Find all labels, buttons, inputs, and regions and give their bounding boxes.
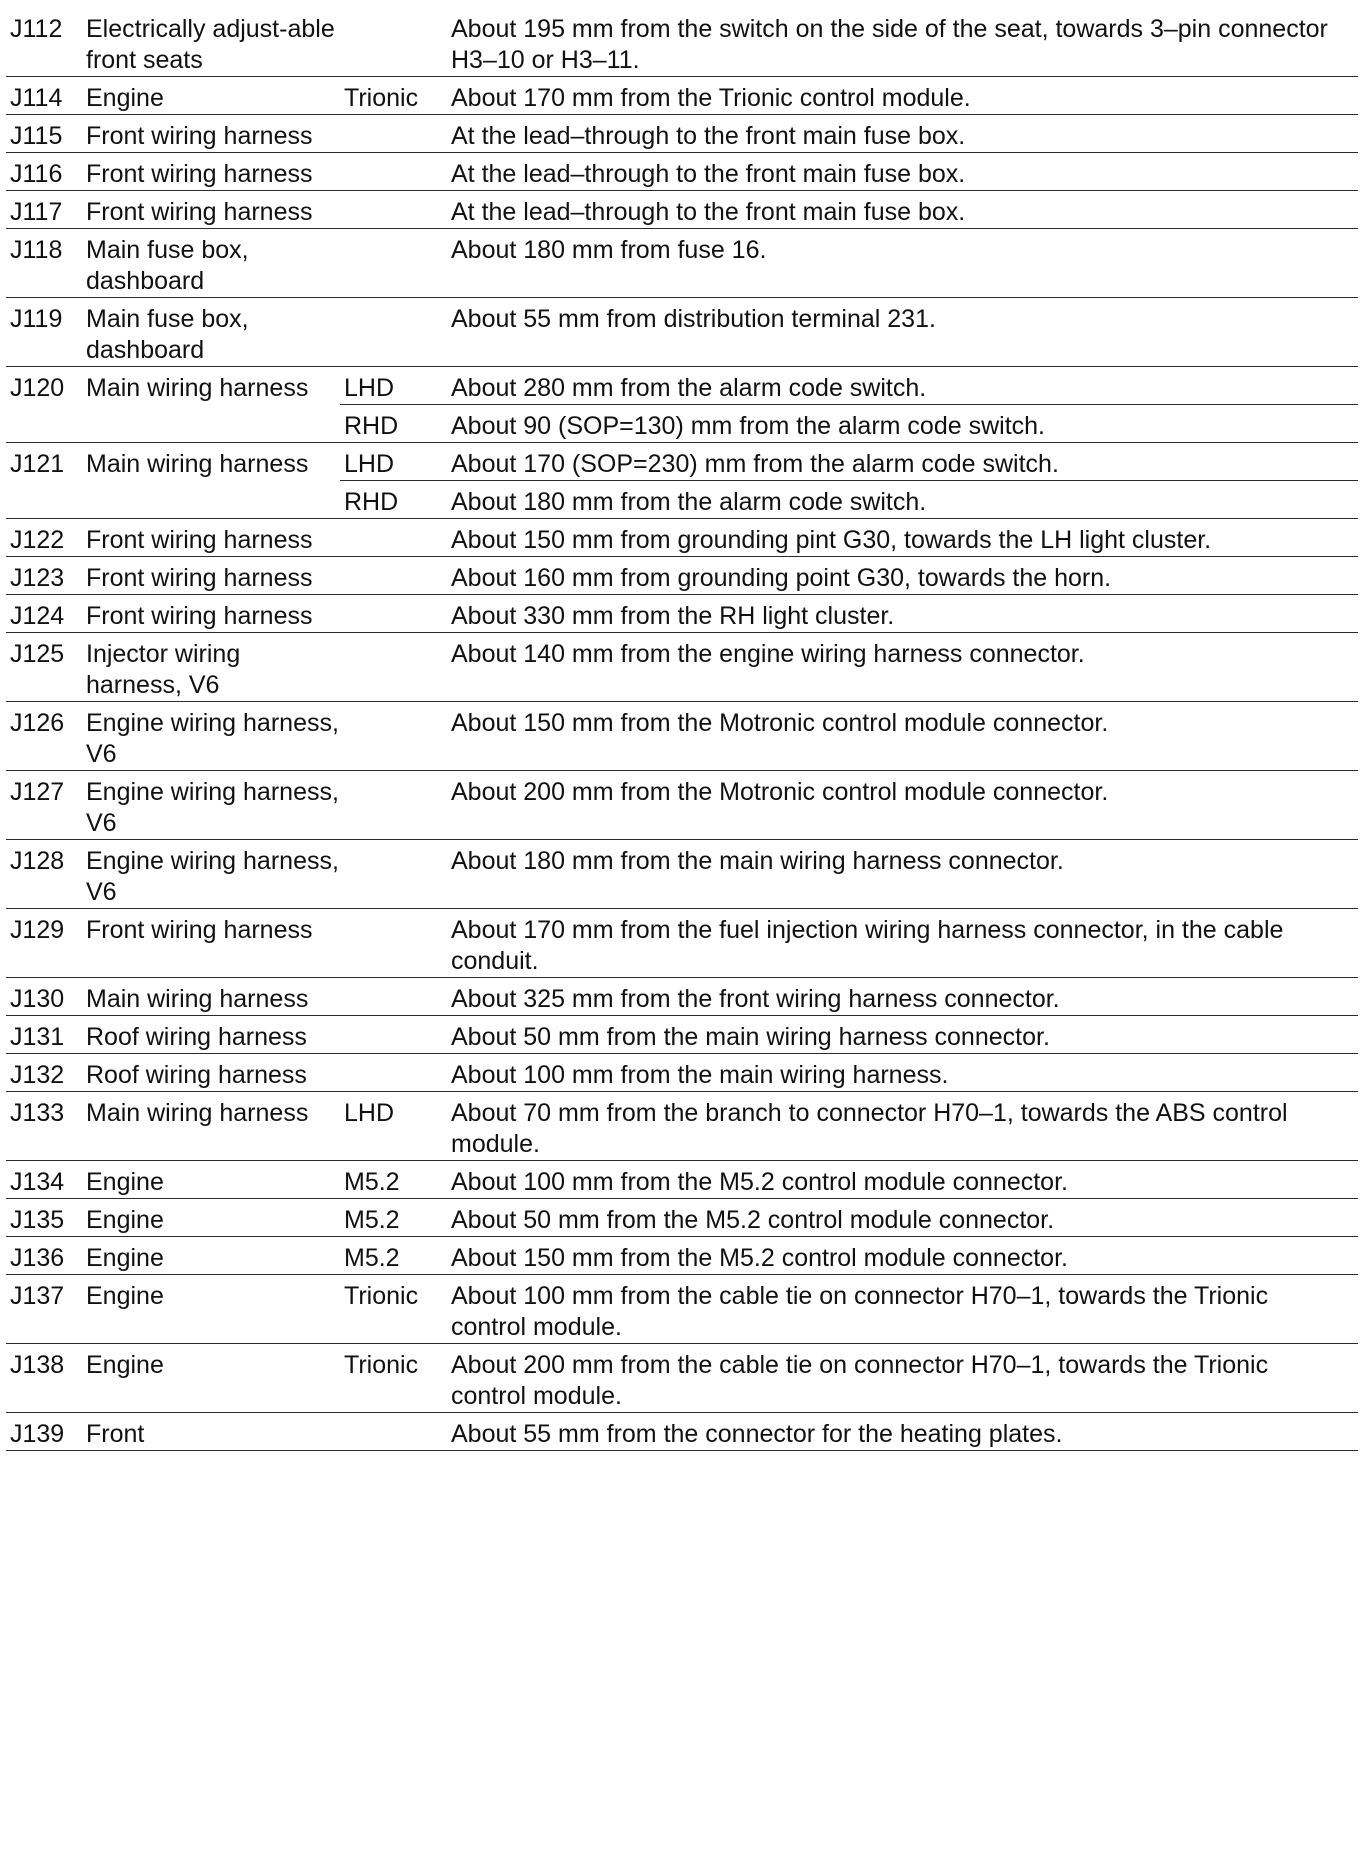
variant-label: [340, 519, 445, 557]
table-row: [6, 909, 1358, 978]
junction-code: J126: [6, 702, 86, 771]
variant-label: M5.2: [340, 1237, 445, 1275]
harness-name: Main fuse box, dashboard: [86, 298, 340, 367]
location-description: About 330 mm from the RH light cluster.: [445, 595, 1358, 633]
harness-name: Injector wiring harness, V6: [86, 633, 340, 702]
table-row: [6, 1161, 1358, 1199]
variant-label: [340, 633, 445, 702]
location-description: About 70 mm from the branch to connector H70–1, towards the ABS control module.: [445, 1092, 1358, 1161]
table-row: [6, 557, 1358, 595]
location-description: About 200 mm from the cable tie on connector H70–1, towards the Trionic control module.: [445, 1344, 1358, 1413]
variant-label: LHD: [340, 1092, 445, 1161]
location-description: About 195 mm from the switch on the side of the seat, towards 3–pin connector H3–10 or H3–11.: [445, 8, 1358, 77]
harness-name: Front wiring harness: [86, 595, 340, 633]
junction-code: J139: [6, 1413, 86, 1451]
junction-location-table: [6, 8, 1358, 1451]
table-row: [6, 77, 1358, 115]
harness-name: Main fuse box, dashboard: [86, 229, 340, 298]
harness-name: Main wiring harness: [86, 367, 340, 443]
table-row: [6, 633, 1358, 702]
table-row: [6, 1275, 1358, 1344]
variant-label: Trionic: [340, 1275, 445, 1344]
location-description: About 170 mm from the Trionic control module.: [445, 77, 1358, 115]
table-row: [6, 8, 1358, 77]
location-description: About 100 mm from the main wiring harness.: [445, 1054, 1358, 1092]
junction-code: J137: [6, 1275, 86, 1344]
harness-name: Engine wiring harness, V6: [86, 771, 340, 840]
harness-name: Front wiring harness: [86, 909, 340, 978]
junction-code: J129: [6, 909, 86, 978]
table-row: [6, 153, 1358, 191]
variant-label: LHD: [340, 367, 445, 405]
junction-code: J116: [6, 153, 86, 191]
junction-code: J121: [6, 443, 86, 519]
variant-label: [340, 978, 445, 1016]
table-row: [6, 771, 1358, 840]
location-description: About 90 (SOP=130) mm from the alarm code switch.: [445, 405, 1358, 443]
table-row: [6, 191, 1358, 229]
variant-label: [340, 557, 445, 595]
table-row: [6, 840, 1358, 909]
table-row: [6, 1092, 1358, 1161]
junction-code: J119: [6, 298, 86, 367]
table-body: [6, 8, 1358, 1451]
variant-label: [340, 115, 445, 153]
harness-name: Engine wiring harness, V6: [86, 840, 340, 909]
table-row: [6, 1237, 1358, 1275]
junction-code: J128: [6, 840, 86, 909]
harness-name: Main wiring harness: [86, 1092, 340, 1161]
junction-code: J125: [6, 633, 86, 702]
harness-name: Main wiring harness: [86, 443, 340, 519]
harness-name: Engine: [86, 1237, 340, 1275]
location-description: About 150 mm from the Motronic control module connector.: [445, 702, 1358, 771]
table-row: [6, 367, 1358, 405]
harness-name: Roof wiring harness: [86, 1054, 340, 1092]
location-description: About 55 mm from distribution terminal 231.: [445, 298, 1358, 367]
variant-label: [340, 702, 445, 771]
harness-name: Engine: [86, 1275, 340, 1344]
location-description: About 140 mm from the engine wiring harness connector.: [445, 633, 1358, 702]
harness-name: Front wiring harness: [86, 519, 340, 557]
table-row: [6, 702, 1358, 771]
location-description: About 100 mm from the cable tie on connector H70–1, towards the Trionic control module.: [445, 1275, 1358, 1344]
table-row: [6, 1344, 1358, 1413]
table-row: [6, 298, 1358, 367]
location-description: At the lead–through to the front main fuse box.: [445, 153, 1358, 191]
harness-name: Engine: [86, 77, 340, 115]
variant-label: [340, 298, 445, 367]
junction-code: J112: [6, 8, 86, 77]
table-row: [6, 1413, 1358, 1451]
variant-label: RHD: [340, 481, 445, 519]
location-description: About 100 mm from the M5.2 control module connector.: [445, 1161, 1358, 1199]
variant-label: [340, 229, 445, 298]
table-row: [6, 1199, 1358, 1237]
harness-name: Electrically adjust-able front seats: [86, 8, 340, 77]
variant-label: [340, 909, 445, 978]
junction-code: J131: [6, 1016, 86, 1054]
junction-code: J122: [6, 519, 86, 557]
variant-label: RHD: [340, 405, 445, 443]
table-row: [6, 443, 1358, 481]
location-description: About 180 mm from fuse 16.: [445, 229, 1358, 298]
junction-code: J133: [6, 1092, 86, 1161]
location-description: About 170 (SOP=230) mm from the alarm code switch.: [445, 443, 1358, 481]
junction-code: J120: [6, 367, 86, 443]
location-description: About 50 mm from the M5.2 control module connector.: [445, 1199, 1358, 1237]
location-description: About 280 mm from the alarm code switch.: [445, 367, 1358, 405]
junction-code: J135: [6, 1199, 86, 1237]
location-description: About 325 mm from the front wiring harness connector.: [445, 978, 1358, 1016]
table-row: [6, 115, 1358, 153]
harness-name: Engine wiring harness, V6: [86, 702, 340, 771]
variant-label: M5.2: [340, 1161, 445, 1199]
junction-code: J127: [6, 771, 86, 840]
harness-name: Front wiring harness: [86, 191, 340, 229]
variant-label: [340, 1413, 445, 1451]
junction-code: J130: [6, 978, 86, 1016]
harness-name: Roof wiring harness: [86, 1016, 340, 1054]
junction-code: J118: [6, 229, 86, 298]
location-description: About 180 mm from the alarm code switch.: [445, 481, 1358, 519]
location-description: At the lead–through to the front main fuse box.: [445, 191, 1358, 229]
table-row: [6, 978, 1358, 1016]
junction-code: J117: [6, 191, 86, 229]
junction-code: J123: [6, 557, 86, 595]
harness-name: Engine: [86, 1199, 340, 1237]
junction-code: J138: [6, 1344, 86, 1413]
junction-code: J132: [6, 1054, 86, 1092]
variant-label: [340, 191, 445, 229]
junction-code: J124: [6, 595, 86, 633]
variant-label: [340, 8, 445, 77]
harness-name: Front wiring harness: [86, 557, 340, 595]
variant-label: [340, 771, 445, 840]
location-description: About 150 mm from grounding pint G30, towards the LH light cluster.: [445, 519, 1358, 557]
table-row: [6, 1016, 1358, 1054]
harness-name: Main wiring harness: [86, 978, 340, 1016]
variant-label: LHD: [340, 443, 445, 481]
junction-code: J136: [6, 1237, 86, 1275]
location-description: About 55 mm from the connector for the heating plates.: [445, 1413, 1358, 1451]
junction-code: J115: [6, 115, 86, 153]
variant-label: Trionic: [340, 77, 445, 115]
location-description: About 150 mm from the M5.2 control module connector.: [445, 1237, 1358, 1275]
table-row: [6, 1054, 1358, 1092]
junction-code: J114: [6, 77, 86, 115]
table-row: [6, 229, 1358, 298]
table-row: [6, 595, 1358, 633]
table-row: [6, 519, 1358, 557]
harness-name: Front wiring harness: [86, 115, 340, 153]
variant-label: Trionic: [340, 1344, 445, 1413]
variant-label: [340, 1016, 445, 1054]
location-description: About 50 mm from the main wiring harness connector.: [445, 1016, 1358, 1054]
harness-name: Front: [86, 1413, 340, 1451]
variant-label: [340, 840, 445, 909]
harness-name: Engine: [86, 1161, 340, 1199]
location-description: About 160 mm from grounding point G30, towards the horn.: [445, 557, 1358, 595]
location-description: About 170 mm from the fuel injection wiring harness connector, in the cable conduit.: [445, 909, 1358, 978]
harness-name: Front wiring harness: [86, 153, 340, 191]
location-description: About 180 mm from the main wiring harness connector.: [445, 840, 1358, 909]
variant-label: M5.2: [340, 1199, 445, 1237]
harness-name: Engine: [86, 1344, 340, 1413]
variant-label: [340, 595, 445, 633]
location-description: About 200 mm from the Motronic control module connector.: [445, 771, 1358, 840]
junction-code: J134: [6, 1161, 86, 1199]
variant-label: [340, 153, 445, 191]
variant-label: [340, 1054, 445, 1092]
location-description: At the lead–through to the front main fuse box.: [445, 115, 1358, 153]
